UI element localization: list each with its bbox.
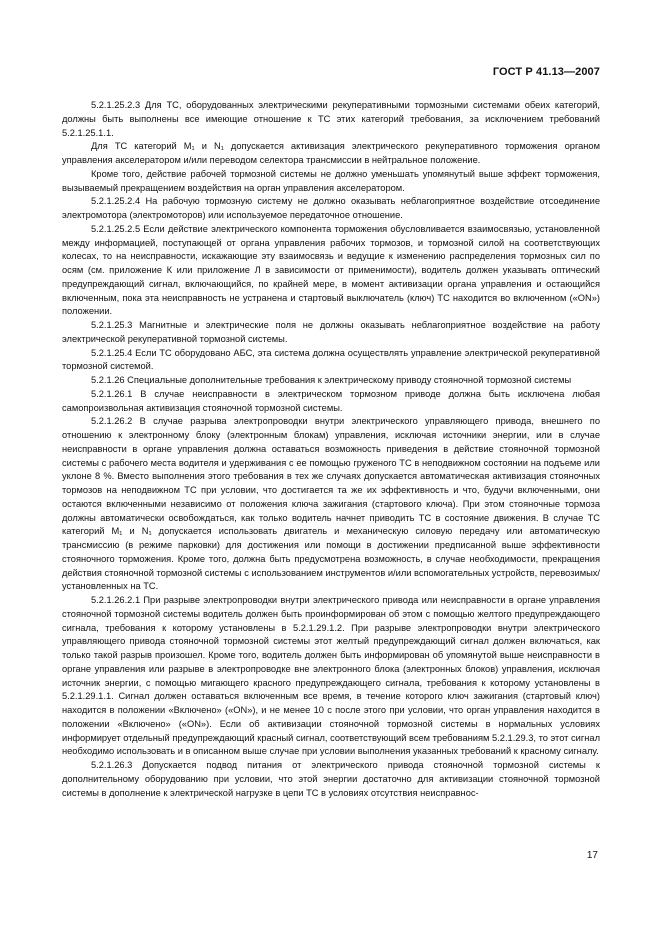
paragraph-5-2-1-25-4: 5.2.1.25.4 Если ТС оборудовано АБС, эта система должна осуществлять управление электрической рекуперативной тормозной системой. <box>62 347 600 372</box>
paragraph-5-2-1-26-1: 5.2.1.26.1 В случае неисправности в электрическом тормозном приводе должна быть исключена любая самопроизвольная активизация стояночной тормозной системы. <box>62 388 600 413</box>
paragraph-5-2-1-26: 5.2.1.26 Специальные дополнительные требования к электрическому приводу стояночной тормозной системы <box>91 375 572 385</box>
paragraph-5-2-1-26-2: 5.2.1.26.2 В случае разрыва электропроводки внутри электрического управляющего привода, внешнего по отношению к электронному блоку (электронным блокам) управления, исключая источники энергии, или в случае неисправности в органе управления должна оставаться возможность приведения в действие стояночной тормозной системы с рабочего места водителя и удерживания с ее помощью груженого ТС в неподвижном состоянии на подъеме или уклоне 8 %. Вместо выполнения этого требования в тех же случаях допускается автоматическая активизация стояночных тормозов на неподвижном ТС при условии, что достигается та же их эффективность и что, будучи включенными, они остаются включенными независимо от положения ключа зажигания (стартового ключа). При этом стояночные тормоза должны автоматически освобождаться, как только водитель начнет приводить ТС в состояние движения. В случае ТС категорий М₁ и N₁ допускается использовать двигатель и механическую силовую передачу или автоматическую трансмиссию (в режиме парковки) для достижения или помощи в достижении предписанной выше эффективности стояночного торможения. Кроме того, должна быть предусмотрена возможность, в случае необходимости, прекращения действия стояночной тормозной системы с использованием инструментов и/или вспомогательных устройств, перевозимых/установленных на ТС. <box>62 416 600 592</box>
paragraph-5-2-1-25-3: 5.2.1.25.3 Магнитные и электрические поля не должны оказывать неблагоприятное воздействие на работу электрической рекуперативной тормозной системы. <box>62 320 600 344</box>
paragraph-m1-n1-activation: Для ТС категорий М₁ и N₁ допускается активизация электрического рекуперативного торможения органом управления акселератором и/или переводом селектора трансмиссии в нейтральное положение. <box>62 141 600 165</box>
paragraph-5-2-1-26-3: 5.2.1.26.3 Допускается подвод питания от электрического привода стояночной тормозной системы к дополнительному оборудованию при условии, что этой энергии достаточно для активизации стояночной тормозной системы в дополнение к электрической нагрузке в цепи ТС в условиях отсутствия неисправнос- <box>62 760 600 798</box>
paragraph-braking-effect: Кроме того, действие рабочей тормозной системы не должно уменьшать упомянутый выше эффект торможения, вызываемый прекращением воздействия на орган управления акселератором. <box>62 168 600 193</box>
document-body <box>62 99 600 800</box>
page-number: 17 <box>586 850 598 861</box>
paragraph-5-2-1-25-2-4: 5.2.1.25.2.4 На рабочую тормозную систему не должно оказывать неблагоприятное воздействие отсоединение электромотора (электромоторов) или используемое передаточное отношение. <box>62 196 600 220</box>
paragraph-5-2-1-25-2-3: 5.2.1.25.2.3 Для ТС, оборудованных электрическими рекуперативными тормозными системами обеих категорий, должны быть выполнены все имеющие отношение к ТС этих категорий требования, за исключением требований 5.2.1.25.1.1. <box>62 100 600 138</box>
paragraph-5-2-1-26-2-1: 5.2.1.26.2.1 При разрыве электропроводки внутри электрического привода или неисправности в органе управления стояночной тормозной системы водитель должен быть проинформирован об этом с помощью желтого предупреждающего сигнала, требования к которому установлены в 5.2.1.29.1.2. При разрыве электропроводки внутри электрического управляющего привода стояночной тормозной системы этот желтый предупреждающий сигнал должен включаться, как только такой разрыв произошел. Кроме того, водитель должен быть информирован об упомянутой выше неисправности в органе управления или разрыве в электропроводке вне электронного блока (электронных блоков) управления, исключая источник энергии, с помощью мигающего красного предупреждающего сигнала, требования к которому установлены в 5.2.1.29.1.1. Сигнал должен оставаться включенным все время, в течение которого ключ зажигания (стартовый ключ) находится в положении «Включено» («ON»), и не менее 10 с после этого при условии, что орган управления находится в положении «Включено» («ON»). Если об активизации стояночной тормозной системы в нормальных условиях информирует отдельный предупреждающий красный сигнал, соответствующий всем требованиям 5.2.1.29.3, то этот сигнал необходимо использовать и в описанном выше случае при условии выполнения указанных требований к красному сигналу. <box>62 595 600 757</box>
standard-id-header: ГОСТ Р 41.13—2007 <box>492 66 600 78</box>
paragraph-5-2-1-25-2-5: 5.2.1.25.2.5 Если действие электрического компонента торможения обусловливается взаимосвязью, установленной между информацией, поступающей от органа управления рабочих тормозов, и тормозной силой на соответствующих колесах, то на неисправности, искажающие эту взаимосвязь и ведущие к изменению распределения тормозных сил по осям (см. приложение К или приложение Л в зависимости от применимости), водитель должен указывать оптический предупреждающий сигнал, включающийся, по крайней мере, в момент активизации органа управления и остающийся включенным, пока эта неисправность не устранена и стартовый выключатель (ключ) ТС находится во включенном («ON») положении. <box>62 223 600 317</box>
